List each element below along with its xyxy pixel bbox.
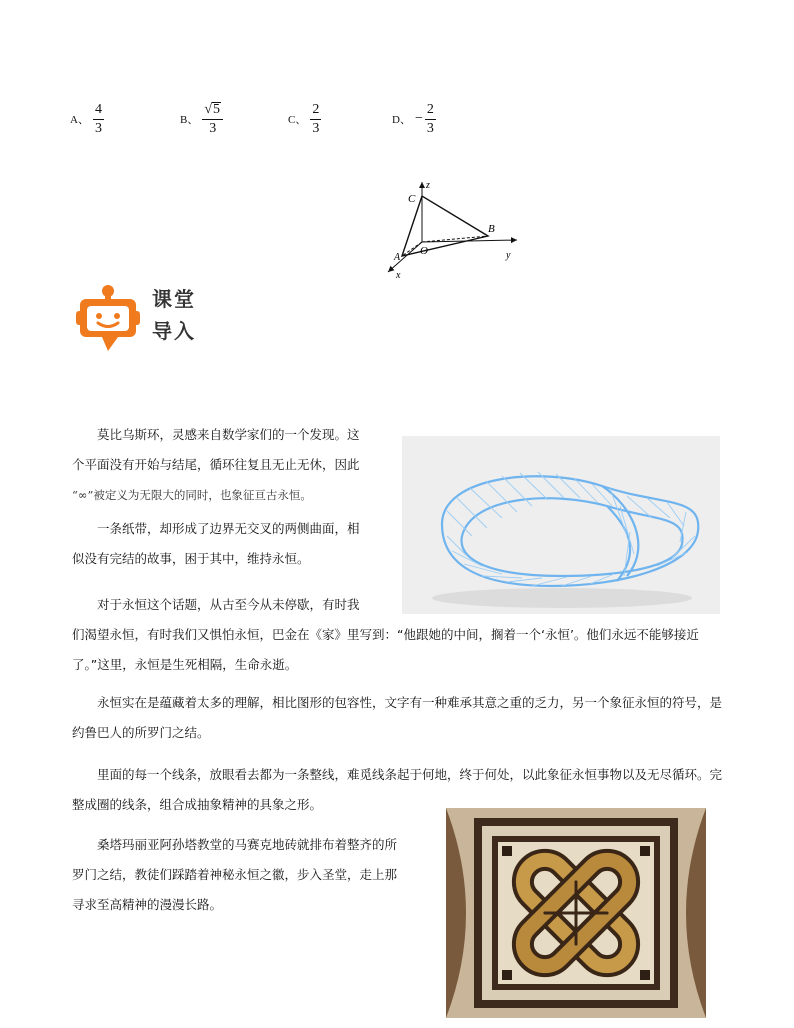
p6-line3: 寻求至高精神的漫漫长路。 xyxy=(72,897,223,912)
option-d xyxy=(392,98,436,140)
option-letter: D、 xyxy=(392,114,411,126)
minus-sign: − xyxy=(414,111,423,126)
label-c: C xyxy=(408,193,416,205)
p1-line2: 个平面没有开始与结尾，循环往复且无止无休，因此 xyxy=(72,457,360,472)
numerator: 2 xyxy=(312,101,320,117)
paragraph-6 xyxy=(72,830,432,920)
p2-line2: 似没有完结的故事，困于其中，维持永恒。 xyxy=(72,551,310,566)
option-letter: B、 xyxy=(180,114,199,126)
p1-line1: 莫比乌斯环，灵感来自数学家们的一个发现。这 xyxy=(97,427,360,442)
radicand: 5 xyxy=(213,102,221,117)
option-fraction xyxy=(425,103,436,136)
paragraph-4 xyxy=(72,688,724,748)
option-b xyxy=(180,98,223,140)
label-y: y xyxy=(506,250,511,261)
denominator: 3 xyxy=(426,120,434,136)
section-title-line2: 导入 xyxy=(152,319,196,343)
denominator: 3 xyxy=(209,121,217,136)
paragraph-2 xyxy=(72,514,402,574)
paragraph-1 xyxy=(72,420,402,510)
p5-text: 里面的每一个线条，放眼看去都为一条整线，难觅线条起于何地，终于何处，以此象征永恒事物以及无尽循环。完整成圈的线条，组合成抽象精神的具象之形。 xyxy=(72,767,723,812)
paragraph-3-rest xyxy=(72,620,724,680)
p2-line1: 一条纸带，却形成了边界无交叉的两侧曲面，相 xyxy=(97,521,360,536)
option-fraction xyxy=(310,103,321,136)
p6-line1: 桑塔玛丽亚阿孙塔教堂的马赛克地砖就排布着整齐的所 xyxy=(97,837,398,852)
label-a: A xyxy=(394,252,401,263)
coordinate-figure xyxy=(380,176,530,280)
numerator-radical: √ 5 xyxy=(204,102,221,117)
p4-text: 永恒实在是蕴藏着太多的理解，相比图形的包容性，文字有一种难承其意之重的乏力，另一个象征永恒的符号，是约鲁巴人的所罗门之结。 xyxy=(72,695,723,740)
denominator: 3 xyxy=(312,120,320,136)
robot-chat-icon xyxy=(74,283,142,353)
p3-rest: 们渴望永恒，有时我们又惧怕永恒，巴金在《家》里写到：“他跟她的中间，搁着一个‘永恒’。他们永远不能够接近了。”这里，永恒是生死相隔，生命永逝。 xyxy=(72,627,699,672)
p3-line1: 对于永恒这个话题，从古至今从未停歇，有时我 xyxy=(97,597,360,612)
option-c xyxy=(288,98,321,140)
option-fraction xyxy=(202,102,223,136)
label-o: O xyxy=(420,245,428,257)
paragraph-3-line1 xyxy=(72,590,402,620)
option-fraction xyxy=(93,103,104,136)
mobius-strip-image xyxy=(402,436,720,614)
denominator: 3 xyxy=(94,120,102,136)
triangle-abc xyxy=(402,196,488,256)
p1-line3: “∞”被定义为无限大的同时，也象征亘古永恒。 xyxy=(72,488,312,502)
numerator: 2 xyxy=(426,101,434,117)
option-letter: C、 xyxy=(288,114,307,126)
option-a xyxy=(70,98,104,140)
label-z: z xyxy=(426,180,430,191)
label-x: x xyxy=(396,270,401,280)
label-b: B xyxy=(488,223,495,235)
p6-line2: 罗门之结，教徒们踩踏着神秘永恒之徽，步入圣堂，走上那 xyxy=(72,867,398,882)
section-title-line1: 课堂 xyxy=(152,287,196,311)
numerator: 4 xyxy=(94,101,102,117)
option-letter: A、 xyxy=(70,114,89,126)
solomon-knot-mosaic-image xyxy=(446,808,706,1018)
